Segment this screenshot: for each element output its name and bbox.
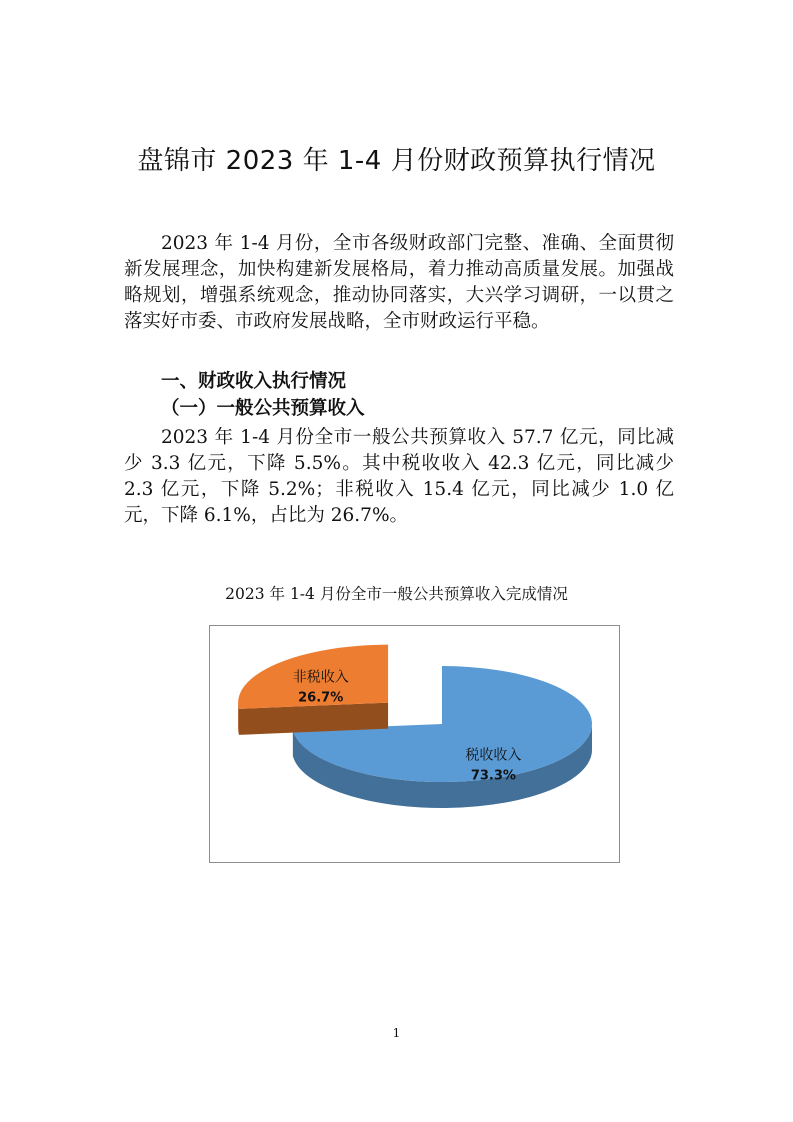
subsection-heading: （一）一般公共预算收入 — [161, 398, 365, 419]
page-number: 1 — [392, 1026, 401, 1040]
pie-label-tax-name: 税收收入 — [465, 747, 522, 764]
section-heading: 一、财政收入执行情况 — [161, 371, 347, 392]
pie-label-nontax-value: 26.7% — [298, 690, 344, 706]
chart-title: 2023 年 1-4 月份全市一般公共预算收入完成情况 — [225, 585, 568, 603]
pie-label-tax-value: 73.3% — [470, 768, 516, 784]
revenue-paragraph: 2023 年 1-4 月份全市一般公共预算收入 57.7 亿元，同比减少 3.3 亿元，下降 5.5%。其中税收收入 42.3 亿元，同比减少 2.3 亿元，下降 5.2%；非税收入 15.4 亿元，同比减少 1.0 亿元，下降 6.1%，占比为 26.7%。 — [124, 427, 674, 526]
document-title: 盘锦市 2023 年 1-4 月份财政预算执行情况 — [137, 146, 656, 176]
intro-paragraph: 2023 年 1-4 月份，全市各级财政部门完整、准确、全面贯彻新发展理念，加快构建新发展格局，着力推动高质量发展。加强战略规划，增强系统观念，推动协同落实，大兴学习调研，一以贯之落实好市委、市政府发展战略，全市财政运行平稳。 — [124, 233, 674, 332]
pie-chart-svg — [210, 626, 619, 862]
pie-label-nontax-name: 非税收入 — [292, 669, 349, 686]
pie-chart — [209, 625, 620, 863]
pie-slice-nontax — [238, 645, 388, 735]
